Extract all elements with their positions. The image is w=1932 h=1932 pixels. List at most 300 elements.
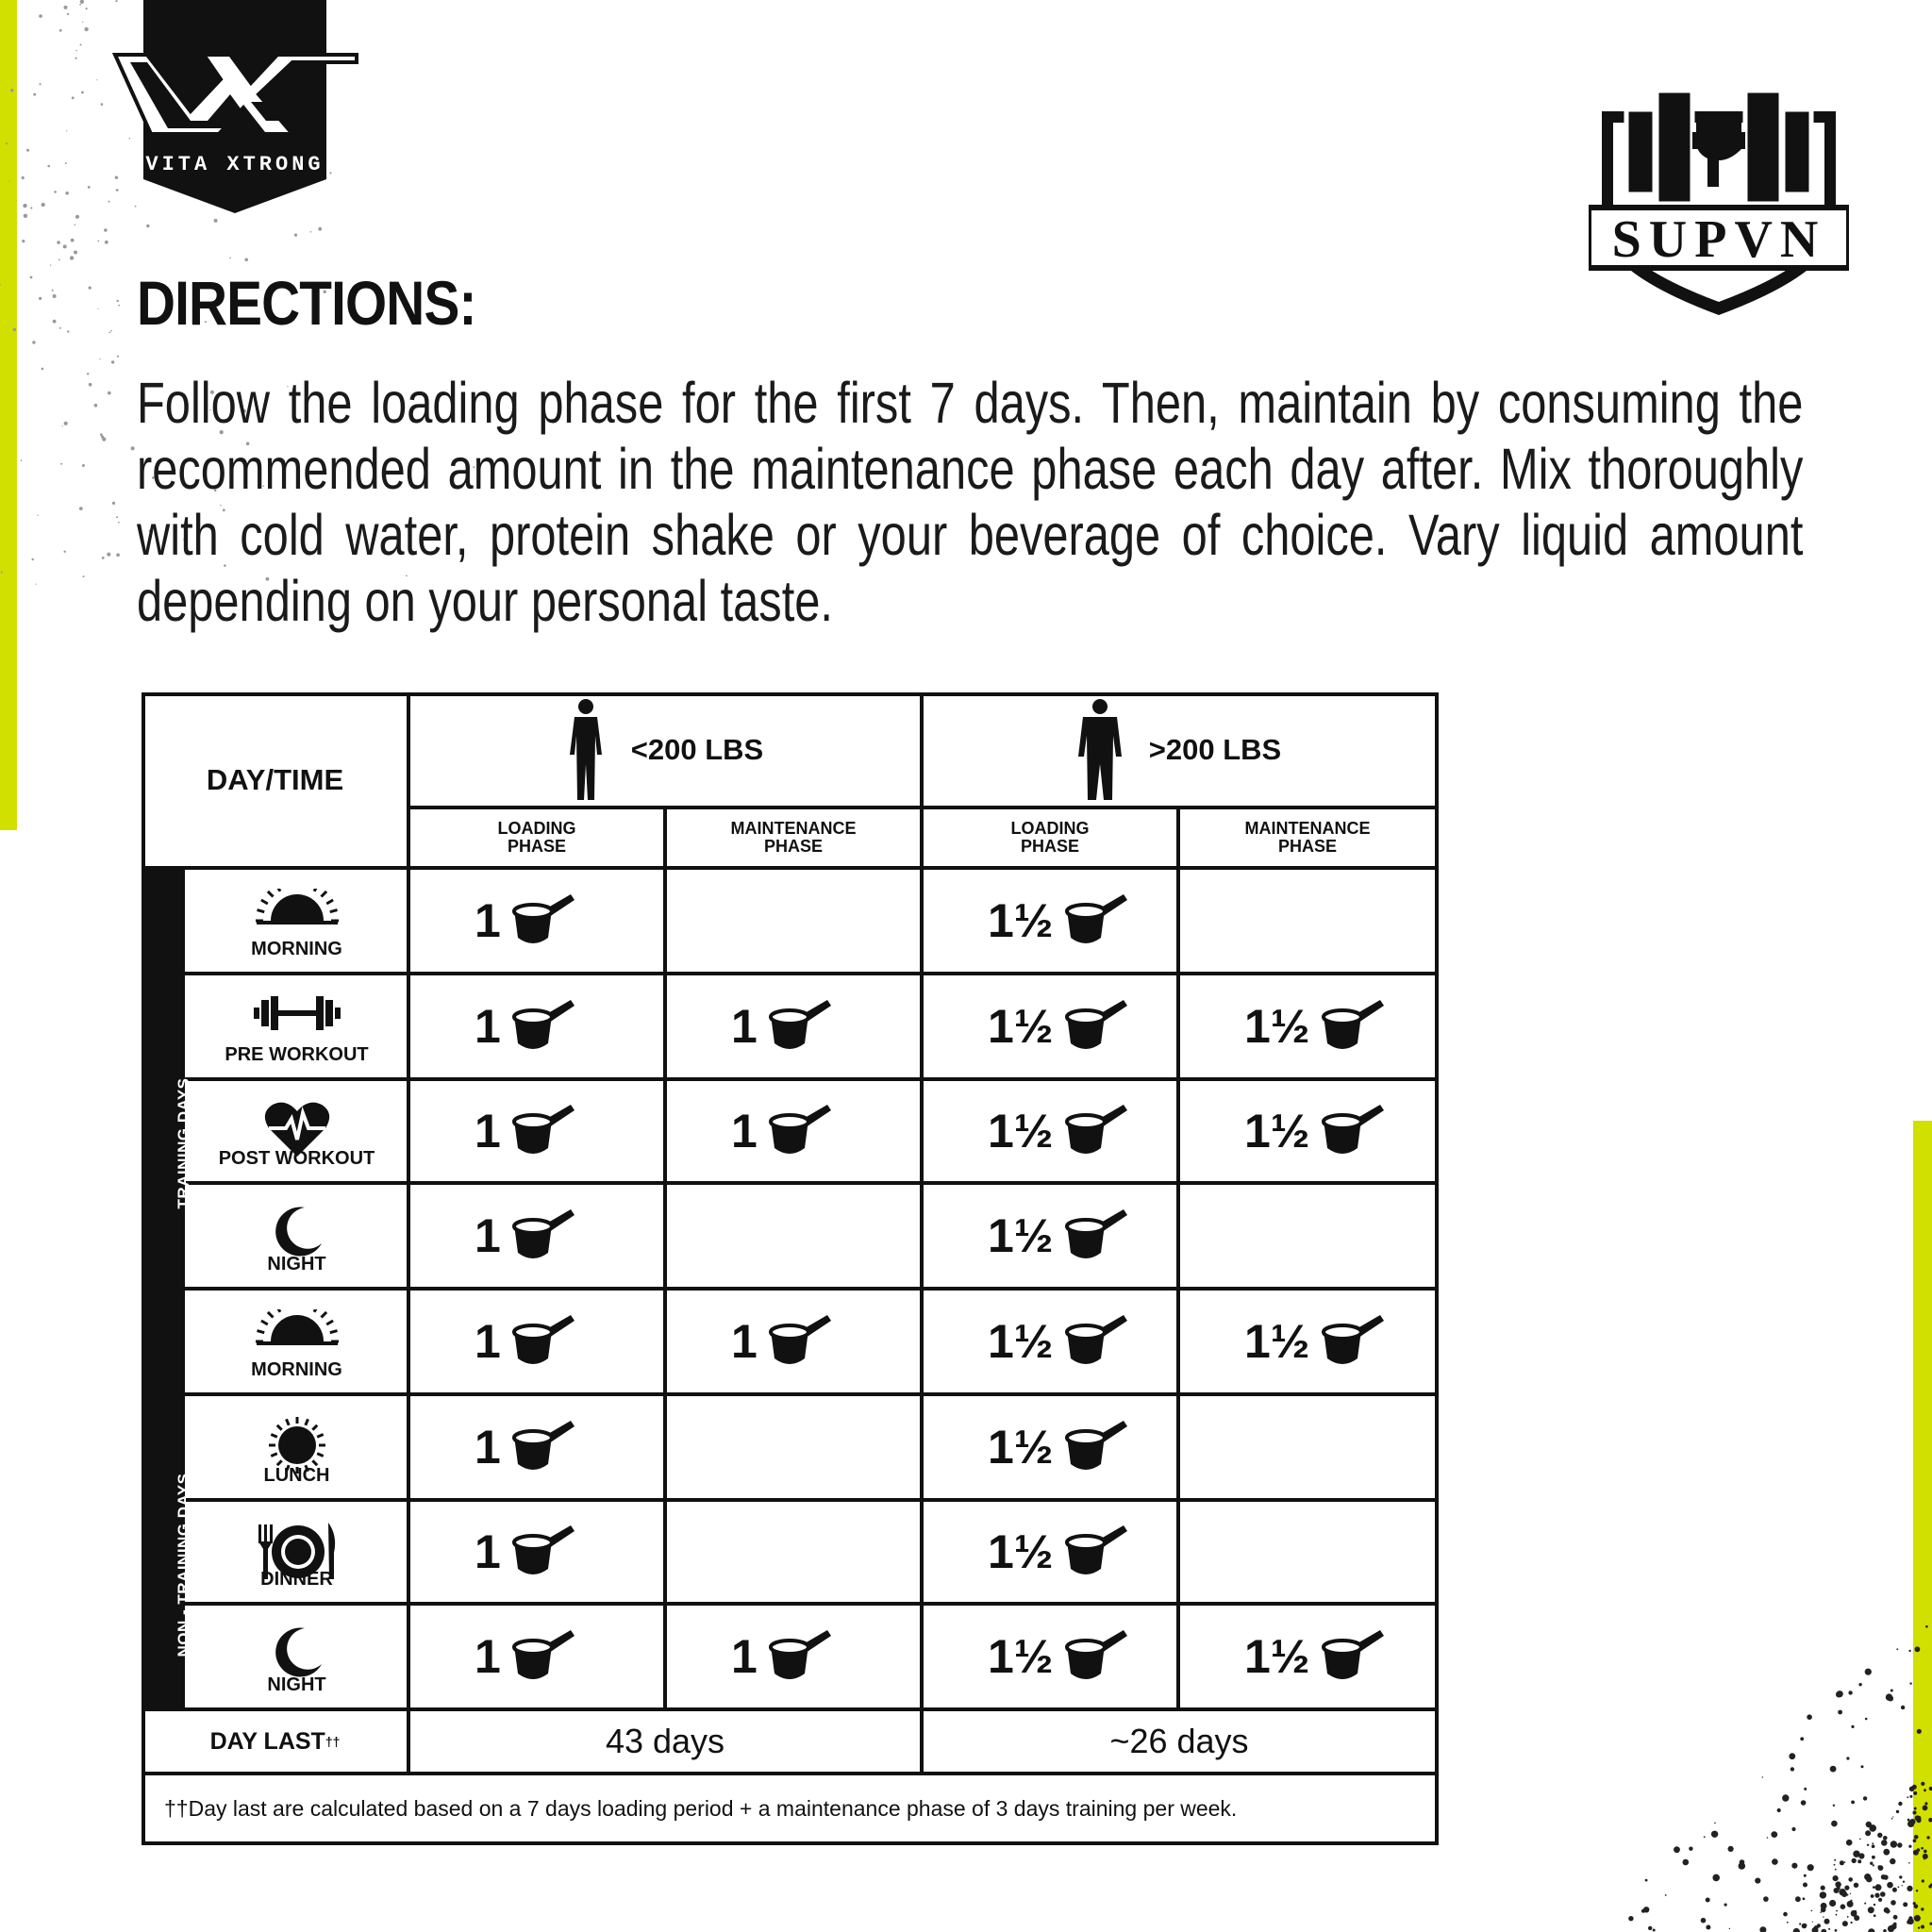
speckle-dot xyxy=(1898,1887,1900,1889)
speckle-dot xyxy=(70,256,74,259)
speckle-dot xyxy=(1907,1921,1910,1924)
moon-icon xyxy=(271,1624,324,1682)
day-last-heavy: ~26 days xyxy=(1109,1722,1249,1760)
dose-amount: 1 xyxy=(475,1000,501,1053)
speckle-dot xyxy=(1,572,3,574)
scoop-icon xyxy=(1063,1624,1129,1690)
speckle-dot xyxy=(59,29,62,32)
speckle-dot xyxy=(98,308,99,309)
speckle-dot xyxy=(1803,1897,1806,1900)
phase-header-loading-heavy: LOADING PHASE xyxy=(1010,819,1090,856)
scoop-icon xyxy=(1063,1204,1129,1269)
group-label-training: TRAINING DAYS xyxy=(175,1077,192,1209)
speckle-dot xyxy=(1712,1874,1720,1882)
speckle-dot xyxy=(1777,1808,1781,1812)
speckle-dot xyxy=(89,383,92,387)
speckle-dot xyxy=(1863,1796,1867,1800)
partner-logo-text: SUPVN xyxy=(1611,210,1826,269)
speckle-dot xyxy=(1880,1891,1886,1897)
speckle-dot xyxy=(42,368,44,371)
row-label-text: PRE WORKOUT xyxy=(225,1044,369,1065)
dose-cell xyxy=(731,974,833,1079)
speckle-dot xyxy=(1898,1802,1902,1806)
speckle-dot xyxy=(1830,1766,1837,1773)
speckle-dot xyxy=(1869,1824,1876,1832)
speckle-dot xyxy=(1872,1842,1874,1844)
speckle-dot xyxy=(1881,1840,1888,1846)
speckle-dot xyxy=(1923,1854,1928,1859)
speckle-dot xyxy=(1921,1782,1924,1786)
phase-header-maintenance-heavy: MAINTENANCE PHASE xyxy=(1244,819,1371,856)
speckle-dot xyxy=(1811,1910,1813,1912)
speckle-dot xyxy=(1665,1894,1667,1896)
dose-amount: 1 xyxy=(475,1525,501,1578)
speckle-dot xyxy=(1874,1893,1879,1898)
speckle-dot xyxy=(1821,1907,1826,1913)
table-row-label xyxy=(185,1394,408,1500)
dosage-table xyxy=(142,692,1439,1845)
speckle-dot xyxy=(53,320,57,324)
speckle-dot xyxy=(1893,1915,1898,1920)
speckle-dot xyxy=(1901,1706,1905,1709)
speckle-dot xyxy=(1755,1878,1760,1884)
scoop-icon xyxy=(510,1099,576,1164)
speckle-dot xyxy=(1913,1902,1916,1905)
dose-cell xyxy=(475,1604,576,1709)
scoop-icon xyxy=(1063,1099,1129,1164)
speckle-dot xyxy=(1847,1916,1849,1918)
speckle-dot xyxy=(1915,1646,1921,1652)
scoop-icon xyxy=(1063,1520,1129,1585)
speckle-dot xyxy=(1896,1810,1899,1813)
speckle-dot xyxy=(1870,1862,1873,1865)
phase-header-loading-light: LOADING PHASE xyxy=(497,819,576,856)
speckle-dot xyxy=(1925,1625,1928,1628)
dose-cell xyxy=(1244,974,1386,1079)
speckle-dot xyxy=(1833,1805,1835,1807)
dose-amount: 1½ xyxy=(988,1630,1054,1683)
speckle-dot xyxy=(1886,1693,1892,1700)
speckle-dot xyxy=(67,13,69,15)
speckle-dot xyxy=(1820,1911,1822,1913)
scoop-icon xyxy=(1063,1309,1129,1374)
speckle-dot xyxy=(87,373,89,375)
speckle-dot xyxy=(82,464,85,467)
speckle-dot xyxy=(1890,1900,1896,1906)
weight-label-light: <200 LBS xyxy=(630,733,764,766)
speckle-dot xyxy=(1844,1861,1846,1863)
speckle-dot xyxy=(1873,1886,1875,1889)
footnote: ††Day last are calculated based on a 7 days loading period + a maintenance phase of 3 days training per week. xyxy=(164,1795,1238,1821)
speckle-dot xyxy=(318,227,322,231)
dose-cell xyxy=(988,1394,1129,1500)
speckle-dot xyxy=(1872,1856,1875,1859)
speckle-dot xyxy=(22,240,25,242)
table-row-label xyxy=(185,1183,408,1289)
speckle-dot xyxy=(1917,1729,1922,1734)
speckle-bottom-right xyxy=(1566,1547,1932,1932)
speckle-dot xyxy=(1903,1902,1907,1907)
speckle-dot xyxy=(1729,1928,1730,1929)
speckle-dot xyxy=(86,8,88,9)
scoop-icon xyxy=(510,889,576,954)
speckle-dot xyxy=(1790,1767,1794,1771)
dose-amount: 1½ xyxy=(988,1000,1054,1053)
speckle-dot xyxy=(1840,1904,1846,1909)
dose-cell xyxy=(988,1500,1129,1604)
day-last-light: 43 days xyxy=(605,1722,725,1760)
speckle-dot xyxy=(1804,1874,1807,1877)
speckle-dot xyxy=(1899,1875,1902,1878)
speckle-dot xyxy=(1701,1918,1707,1924)
speckle-dot xyxy=(71,239,75,242)
speckle-dot xyxy=(32,341,35,343)
brand-tagline: VITA XTRONG xyxy=(145,153,325,176)
speckle-dot xyxy=(1871,1894,1874,1898)
dose-amount: 1½ xyxy=(1244,1105,1310,1158)
speckle-dot xyxy=(1787,1922,1789,1924)
speckle-dot xyxy=(65,192,69,195)
speckle-dot xyxy=(1896,1648,1898,1650)
speckle-dot xyxy=(1913,1850,1919,1856)
speckle-dot xyxy=(1834,1888,1840,1893)
speckle-dot xyxy=(1926,1836,1929,1839)
speckle-dot xyxy=(1921,1925,1924,1929)
speckle-dot xyxy=(1820,1891,1826,1898)
speckle-dot xyxy=(1854,1910,1857,1913)
dose-amount: 1½ xyxy=(1244,1000,1310,1053)
speckle-dot xyxy=(1714,1823,1716,1824)
speckle-dot xyxy=(1674,1846,1680,1853)
speckle-dot xyxy=(1789,1753,1795,1759)
speckle-dot xyxy=(1846,1757,1849,1759)
speckle-dot xyxy=(1865,1669,1872,1675)
dose-cell xyxy=(475,1289,576,1394)
speckle-dot xyxy=(1924,1850,1927,1854)
speckle-dot xyxy=(310,231,312,233)
speckle-dot xyxy=(1791,1863,1797,1869)
speckle-dot xyxy=(1847,1901,1854,1907)
dose-cell xyxy=(1244,1079,1386,1183)
speckle-dot xyxy=(1837,1690,1843,1697)
speckle-dot xyxy=(1915,1807,1917,1808)
speckle-dot xyxy=(1928,1818,1932,1823)
dose-amount: 1½ xyxy=(988,1105,1054,1158)
speckle-dot xyxy=(1728,1846,1734,1852)
speckle-dot xyxy=(75,58,76,59)
moon-icon xyxy=(271,1204,324,1261)
speckle-dot xyxy=(36,584,37,585)
speckle-dot xyxy=(1759,1926,1766,1932)
speckle-dot xyxy=(82,22,83,23)
speckle-dot xyxy=(1908,1845,1911,1848)
speckle-dot xyxy=(1866,1874,1871,1878)
speckle-dot xyxy=(1887,1913,1888,1914)
speckle-dot xyxy=(1835,1881,1840,1887)
speckle-dot xyxy=(105,241,108,244)
speckle-dot xyxy=(65,162,67,164)
speckle-dot xyxy=(1877,1833,1882,1838)
speckle-dot xyxy=(62,425,63,426)
dose-amount: 1 xyxy=(731,1630,758,1683)
speckle-dot xyxy=(53,294,57,298)
speckle-dot xyxy=(30,207,32,208)
speckle-dot xyxy=(1914,1918,1915,1919)
dose-cell xyxy=(475,1394,576,1500)
dose-cell xyxy=(988,1079,1129,1183)
speckle-dot xyxy=(1804,1788,1807,1790)
dose-amount: 1½ xyxy=(988,1315,1054,1368)
speckle-dot xyxy=(22,176,25,179)
speckle-dot xyxy=(1897,1842,1902,1847)
speckle-dot xyxy=(1799,1923,1801,1924)
speckle-dot xyxy=(96,79,97,80)
speckle-dot xyxy=(1840,1860,1844,1865)
dose-cell xyxy=(475,1183,576,1289)
scoop-icon xyxy=(1320,1099,1386,1164)
speckle-dot xyxy=(47,165,50,168)
speckle-dot xyxy=(101,436,104,439)
speckle-dot xyxy=(1909,1819,1915,1824)
speckle-dot xyxy=(1848,1877,1853,1882)
dose-amount: 1 xyxy=(475,894,501,947)
speckle-dot xyxy=(79,4,81,6)
speckle-dot xyxy=(1921,1847,1924,1850)
speckle-dot xyxy=(1907,1796,1908,1798)
speckle-dot xyxy=(1836,1914,1838,1916)
speckle-dot xyxy=(1854,1915,1859,1921)
speckle-dot xyxy=(1724,1904,1727,1907)
speckle-dot xyxy=(1887,1882,1893,1889)
speckle-dot xyxy=(1868,1907,1874,1913)
sunrise-icon xyxy=(255,889,340,931)
speckle-dot xyxy=(10,89,13,92)
speckle-dot xyxy=(24,214,27,218)
speckle-dot xyxy=(1924,1802,1927,1805)
speckle-dot xyxy=(57,241,60,244)
speckle-dot xyxy=(54,191,57,193)
speckle-dot xyxy=(1909,1787,1915,1792)
speckle-dot xyxy=(1890,1858,1895,1864)
speckle-dot xyxy=(1791,1827,1795,1831)
speckle-dot xyxy=(1874,1914,1876,1917)
dose-cell xyxy=(475,868,576,974)
speckle-dot xyxy=(13,328,16,331)
speckle-dot xyxy=(75,215,79,219)
speckle-dot xyxy=(64,6,68,9)
day-last-label xyxy=(142,1709,408,1774)
speckle-dot xyxy=(108,332,110,334)
speckle-dot xyxy=(1913,1811,1917,1815)
speckle-dot xyxy=(58,259,60,261)
speckle-dot xyxy=(1802,1924,1807,1929)
scoop-icon xyxy=(1320,994,1386,1059)
speckle-dot xyxy=(116,553,120,557)
speckle-dot xyxy=(1834,1859,1836,1861)
speckle-dot xyxy=(1643,1907,1649,1912)
speckle-dot xyxy=(1874,1904,1875,1906)
dose-amount: 1 xyxy=(475,1315,501,1368)
speckle-dot xyxy=(1892,1816,1893,1817)
speckle-dot xyxy=(64,551,66,553)
speckle-dot xyxy=(30,276,33,279)
dose-amount: 1½ xyxy=(1244,1315,1310,1368)
speckle-dot xyxy=(1883,1874,1888,1879)
speckle-dot xyxy=(1891,1818,1893,1820)
dose-amount: 1 xyxy=(731,1105,758,1158)
speckle-dot xyxy=(1850,1893,1851,1894)
row-label-text: POST WORKOUT xyxy=(218,1148,375,1169)
speckle-dot xyxy=(1793,1928,1800,1932)
dose-cell xyxy=(731,1079,833,1183)
speckle-dot xyxy=(39,83,41,85)
speckle-dot xyxy=(1739,1862,1746,1870)
speckle-dot xyxy=(1890,1840,1897,1847)
speckle-dot xyxy=(1908,1862,1910,1864)
dose-cell xyxy=(988,868,1129,974)
speckle-dot xyxy=(80,44,82,46)
dose-amount: 1½ xyxy=(988,894,1054,947)
speckle-dot xyxy=(1914,1835,1919,1840)
speckle-dot xyxy=(75,224,76,225)
table-row-label xyxy=(185,974,408,1079)
speckle-dot xyxy=(88,186,91,189)
scoop-icon xyxy=(767,1099,833,1164)
speckle-dot xyxy=(63,244,67,248)
speckle-dot xyxy=(1913,1839,1917,1842)
speckle-dot xyxy=(1645,1879,1648,1882)
dose-amount: 1½ xyxy=(988,1421,1054,1474)
table-row-label xyxy=(185,1500,408,1604)
row-label-text: LUNCH xyxy=(263,1465,330,1486)
dose-amount: 1½ xyxy=(988,1209,1054,1262)
speckle-dot xyxy=(1771,1831,1777,1838)
weight-header-heavy xyxy=(922,692,1437,808)
speckle-dot xyxy=(107,553,110,557)
scoop-icon xyxy=(1063,889,1129,954)
speckle-dot xyxy=(1854,1883,1858,1888)
speckle-dot xyxy=(1892,1888,1897,1892)
speckle-dot xyxy=(1683,1859,1690,1866)
person-icon xyxy=(1077,698,1123,802)
partner-logo xyxy=(1589,83,1849,324)
dumbbell-icon xyxy=(252,994,342,1037)
day-last-text: DAY LAST xyxy=(209,1727,325,1755)
speckle-dot xyxy=(1812,1922,1813,1923)
speckle-dot xyxy=(1829,1900,1836,1907)
speckle-dot xyxy=(1831,1821,1838,1827)
dose-cell xyxy=(988,1183,1129,1289)
scoop-icon xyxy=(1063,994,1129,1059)
speckle-dot xyxy=(1763,1896,1769,1902)
speckle-dot xyxy=(67,330,69,332)
speckle-dot xyxy=(59,327,61,329)
group-label-non-training: NON - TRAINING DAYS xyxy=(175,1473,192,1657)
directions-text: Follow the loading phase for the first 7 days. Then, maintain by consuming the recommended amount in the maintenance phase each day after. Mix thoroughly with cold water, protein shake or your beverage of choice. Vary liquid amount depending on your personal taste. xyxy=(137,371,1804,633)
speckle-dot xyxy=(1783,1912,1788,1917)
speckle-dot xyxy=(80,0,84,4)
table-row-label xyxy=(185,1289,408,1394)
sunrise-icon xyxy=(255,1309,340,1352)
speckle-dot xyxy=(1838,1710,1842,1715)
speckle-dot xyxy=(1711,1831,1718,1838)
speckle-dot xyxy=(33,93,36,96)
speckle-dot xyxy=(1803,1883,1807,1888)
speckle-dot xyxy=(117,300,119,302)
dose-amount: 1 xyxy=(475,1630,501,1683)
speckle-dot xyxy=(1795,1896,1801,1902)
scoop-icon xyxy=(510,994,576,1059)
speckle-dot xyxy=(118,305,120,307)
speckle-dot xyxy=(32,558,34,560)
dose-cell xyxy=(475,1079,576,1183)
scoop-icon xyxy=(767,1624,833,1690)
speckle-dot xyxy=(1916,1890,1918,1891)
speckle-dot xyxy=(39,297,42,300)
speckle-dot xyxy=(37,515,38,516)
speckle-dot xyxy=(52,290,54,291)
speckle-dot xyxy=(1918,1926,1920,1928)
speckle-dot xyxy=(1857,1859,1861,1863)
dose-cell xyxy=(731,1289,833,1394)
dose-cell xyxy=(731,1604,833,1709)
person-icon xyxy=(567,698,605,802)
scoop-icon xyxy=(1320,1624,1386,1690)
scoop-icon xyxy=(510,1520,576,1585)
speckle-dot xyxy=(1924,1858,1925,1860)
speckle-dot xyxy=(1852,1858,1857,1863)
weight-header-light xyxy=(408,692,922,808)
speckle-dot xyxy=(1848,1690,1852,1694)
speckle-dot xyxy=(110,330,112,332)
speckle-dot xyxy=(26,149,29,152)
speckle-dot xyxy=(118,522,120,524)
speckle-dot xyxy=(60,463,62,465)
speckle-dot xyxy=(1923,1806,1928,1811)
speckle-dot xyxy=(244,258,248,262)
dose-cell xyxy=(988,1289,1129,1394)
dose-cell xyxy=(475,974,576,1079)
scoop-icon xyxy=(510,1309,576,1374)
row-label-text: NIGHT xyxy=(267,1674,326,1695)
speckle-dot xyxy=(146,225,149,227)
speckle-dot xyxy=(1851,1801,1855,1805)
speckle-dot xyxy=(1836,1910,1838,1912)
speckle-dot xyxy=(1883,1836,1888,1840)
dose-amount: 1 xyxy=(475,1209,501,1262)
speckle-dot xyxy=(94,404,98,408)
dose-amount: 1 xyxy=(475,1105,501,1158)
speckle-dot xyxy=(1706,1898,1710,1903)
speckle-dot xyxy=(1782,1794,1789,1801)
speckle-dot xyxy=(1922,1879,1924,1882)
speckle-dot xyxy=(1873,1864,1874,1866)
phase-header-maintenance-light: MAINTENANCE PHASE xyxy=(730,819,857,856)
speckle-dot xyxy=(1689,1847,1692,1851)
speckle-dot xyxy=(21,459,23,461)
speckle-dot xyxy=(229,258,231,259)
speckle-dot xyxy=(1875,1884,1882,1890)
speckle-dot xyxy=(116,516,118,518)
speckle-dot xyxy=(1867,1844,1869,1846)
speckle-dot xyxy=(294,234,297,237)
row-label-text: DINNER xyxy=(260,1569,333,1590)
speckle-dot xyxy=(1628,1916,1633,1921)
speckle-dot xyxy=(1864,1903,1866,1905)
speckle-dot xyxy=(1772,1858,1778,1865)
speckle-dot xyxy=(1909,1917,1911,1919)
speckle-dot xyxy=(104,228,108,232)
